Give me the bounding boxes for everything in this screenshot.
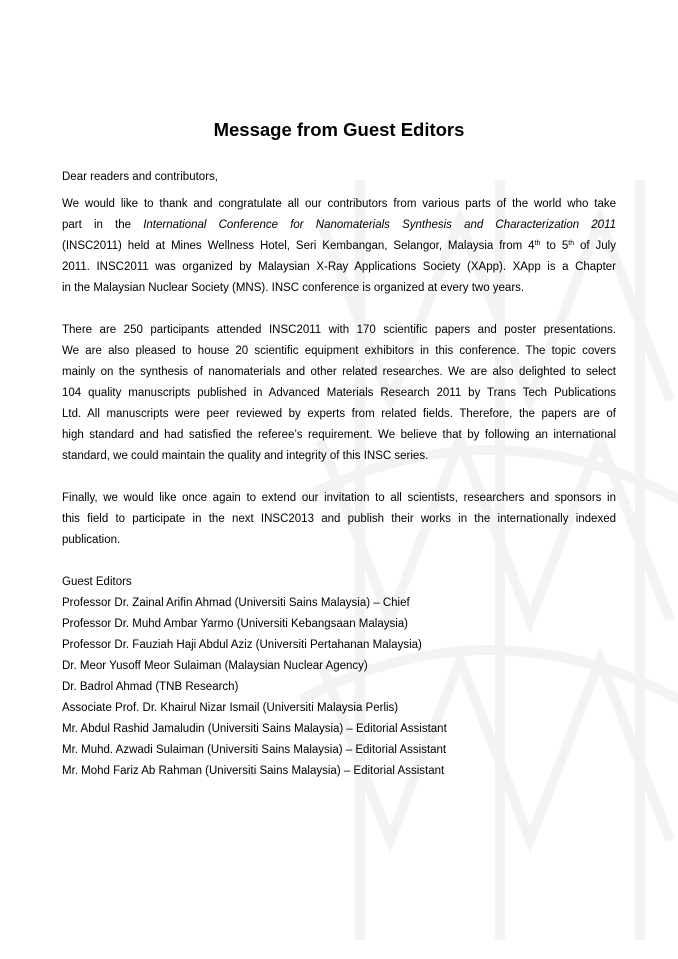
paragraph-line xyxy=(62,236,616,257)
text-fragment: (INSC2011) held at Mines Wellness Hotel, Seri Kembangan, Selangor, Malaysia from 4 xyxy=(62,240,535,252)
paragraph-line: Finally, we would like once again to extend our invitation to all scientists, researchers and sponsors in xyxy=(62,492,616,504)
editor-entry: Mr. Muhd. Azwadi Sulaiman (Universiti Sains Malaysia) – Editorial Assistant xyxy=(62,744,447,756)
paragraph-line: We are also pleased to house 20 scientific equipment exhibitors in this conference. The topic covers xyxy=(62,345,616,357)
text-fragment: part in the xyxy=(62,219,144,231)
paragraph-line: this field to participate in the next INSC2013 and publish their works in the internationally indexed xyxy=(62,513,616,525)
text-fragment: of July xyxy=(574,240,616,252)
paragraph-line: Ltd. All manuscripts were peer reviewed by experts from related fields. Therefore, the papers are of xyxy=(62,408,616,420)
editor-entry: Mr. Abdul Rashid Jamaludin (Universiti Sains Malaysia) – Editorial Assistant xyxy=(62,723,447,735)
paragraph-line: high standard and had satisfied the referee’s requirement. We believe that by following an international xyxy=(62,429,616,441)
paragraph-introduction xyxy=(62,194,616,299)
paragraph-line: standard, we could maintain the quality and integrity of this INSC series. xyxy=(62,450,429,462)
page-title: Message from Guest Editors xyxy=(213,119,465,140)
ordinal-suffix: th xyxy=(568,240,575,247)
editor-entry: Professor Dr. Zainal Arifin Ahmad (Universiti Sains Malaysia) – Chief xyxy=(62,597,410,609)
editor-entry: Professor Dr. Muhd Ambar Yarmo (Universiti Kebangsaan Malaysia) xyxy=(62,618,408,630)
paragraph-participants xyxy=(62,320,616,467)
guest-editors-list xyxy=(62,572,447,782)
paragraph-line xyxy=(62,215,616,236)
ordinal-suffix: th xyxy=(534,240,541,247)
editor-entry: Mr. Mohd Fariz Ab Rahman (Universiti Sains Malaysia) – Editorial Assistant xyxy=(62,765,445,777)
text-fragment: to 5 xyxy=(540,240,569,252)
paragraph-line: 2011. INSC2011 was organized by Malaysian X-Ray Applications Society (XApp). XApp is a Chapter xyxy=(62,261,616,273)
conference-name: International Conference for Nanomaterials Synthesis and Characterization 2011 xyxy=(143,219,617,231)
paragraph-invitation xyxy=(62,488,616,551)
paragraph-line: mainly on the synthesis of nanomaterials and other related researches. We are also delighted to select xyxy=(62,366,616,378)
paragraph-line: publication. xyxy=(62,534,121,546)
paragraph-line: There are 250 participants attended INSC2011 with 170 scientific papers and poster presentations. xyxy=(62,324,616,336)
editor-entry: Professor Dr. Fauziah Haji Abdul Aziz (Universiti Pertahanan Malaysia) xyxy=(62,639,422,651)
editor-entry: Dr. Meor Yusoff Meor Sulaiman (Malaysian Nuclear Agency) xyxy=(62,660,368,672)
greeting-text: Dear readers and contributors, xyxy=(62,171,218,183)
editor-entry: Dr. Badrol Ahmad (TNB Research) xyxy=(62,681,239,693)
editor-entry: Associate Prof. Dr. Khairul Nizar Ismail (Universiti Malaysia Perlis) xyxy=(62,702,399,714)
paragraph-line: in the Malaysian Nuclear Society (MNS). INSC conference is organized at every two years. xyxy=(62,282,525,294)
paragraph-line: 104 quality manuscripts published in Advanced Materials Research 2011 by Trans Tech Publications xyxy=(62,387,616,399)
paragraph-line: We would like to thank and congratulate all our contributors from various parts of the world who take xyxy=(62,198,616,210)
editors-heading: Guest Editors xyxy=(62,576,132,588)
